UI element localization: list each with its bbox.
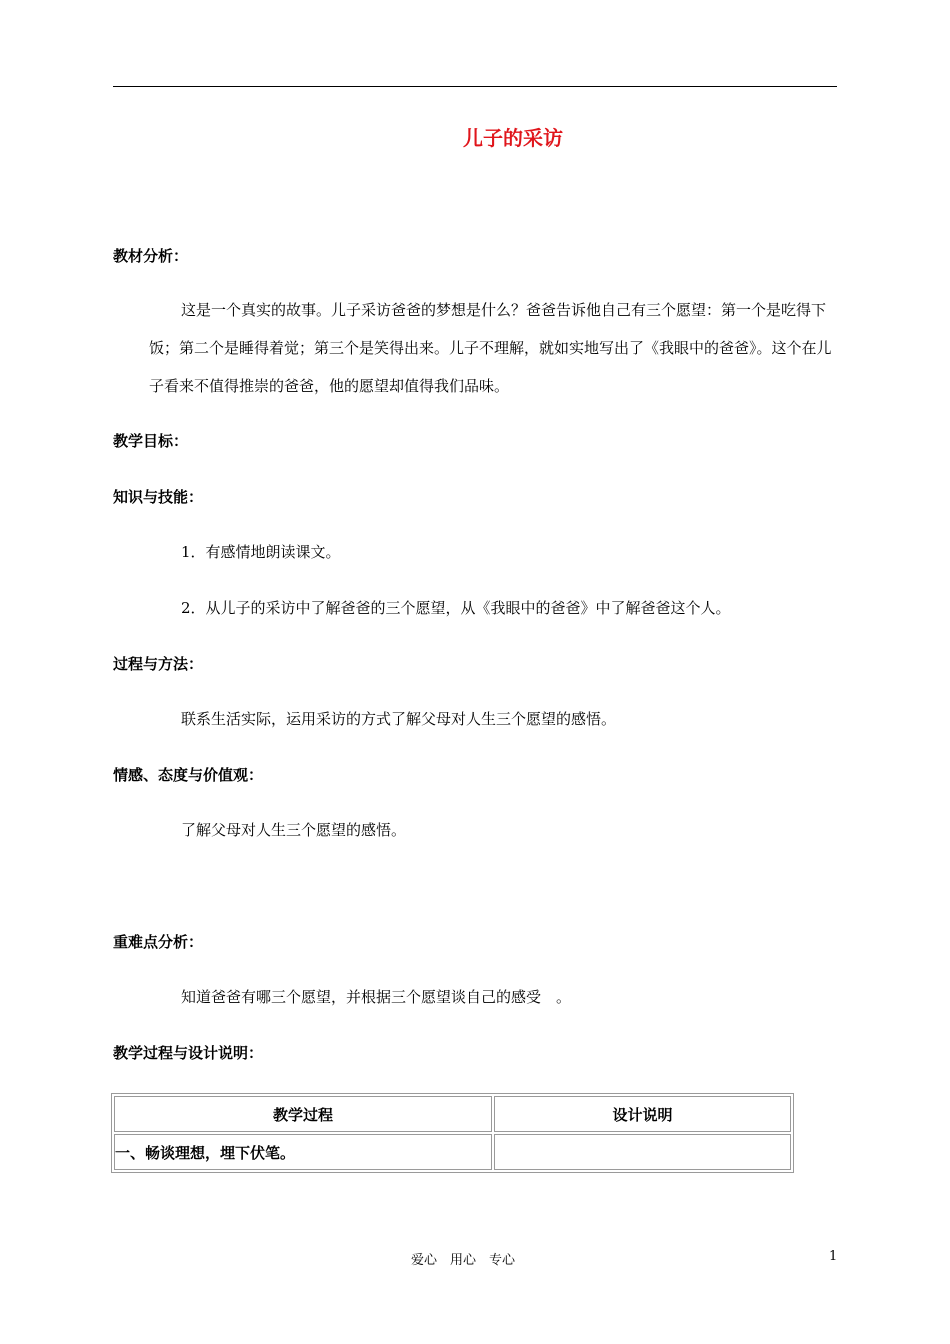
- process-table: [111, 1093, 794, 1173]
- knowledge-item-2: 2．从儿子的采访中了解爸爸的三个愿望，从《我眼中的爸爸》中了解爸爸这个人。: [181, 599, 731, 617]
- table-header-notes: 设计说明: [494, 1096, 791, 1132]
- table-header-process: 教学过程: [114, 1096, 492, 1132]
- analysis-text: 这是一个真实的故事。儿子采访爸爸的梦想是什么？爸爸告诉他自己有三个愿望：第一个是吃得下饭；第二个是睡得着觉；第三个是笑得出来。儿子不理解，就如实地写出了《我眼中的爸爸》。这个在儿子看来不值得推崇的爸爸，他的愿望却值得我们品味。: [149, 301, 832, 395]
- table-row: [114, 1134, 791, 1170]
- heading-design: 教学过程与设计说明：: [113, 1044, 264, 1062]
- heading-difficulty: 重难点分析：: [113, 933, 204, 951]
- heading-analysis: 教材分析：: [113, 247, 189, 265]
- difficulty-text: 知道爸爸有哪三个愿望，并根据三个愿望谈自己的感受 。: [181, 988, 572, 1006]
- table-header-row: [114, 1096, 791, 1132]
- heading-knowledge: 知识与技能：: [113, 488, 204, 506]
- document-title: 儿子的采访: [463, 126, 563, 150]
- page-number: 1: [829, 1249, 838, 1264]
- heading-goals: 教学目标：: [113, 432, 189, 450]
- header-rule: [113, 86, 837, 87]
- heading-process: 过程与方法：: [113, 655, 204, 673]
- table-cell-step: 一、畅谈理想，埋下伏笔。: [114, 1134, 492, 1170]
- table-cell-note: [494, 1134, 791, 1170]
- emotion-text: 了解父母对人生三个愿望的感悟。: [181, 821, 407, 839]
- process-text: 联系生活实际，运用采访的方式了解父母对人生三个愿望的感悟。: [181, 710, 617, 728]
- analysis-paragraph: [149, 291, 839, 405]
- heading-emotion: 情感、态度与价值观：: [113, 766, 264, 784]
- footer-motto: 爱心 用心 专心: [410, 1253, 515, 1268]
- knowledge-item-1: 1．有感情地朗读课文。: [181, 543, 341, 561]
